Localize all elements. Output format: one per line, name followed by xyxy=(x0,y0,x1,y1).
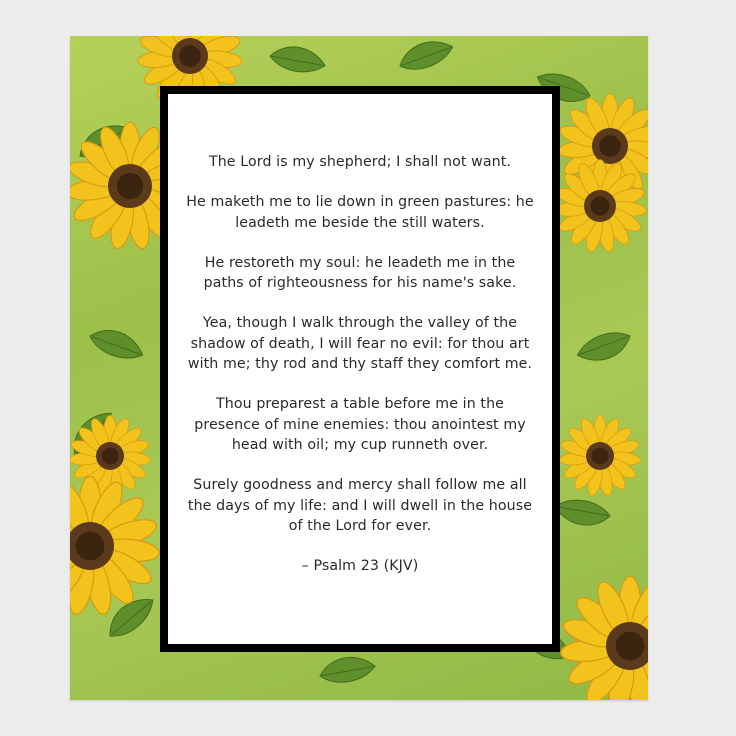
verse-frame xyxy=(160,86,560,652)
verse-card xyxy=(168,94,552,644)
poster xyxy=(70,36,648,700)
citation: – Psalm 23 (KJV) xyxy=(301,558,419,575)
verse-5: Thou preparest a table before me in the presence of mine enemies: thou anointest my head with oil; my cup runneth over. xyxy=(194,396,526,453)
verse-4: Yea, though I walk through the valley of the shadow of death, I will fear no evil: for thou art with me; thy rod and thy staff they comfort me. xyxy=(187,315,533,373)
verse-3: He restoreth my soul: he leadeth me in the paths of righteousness for his name's sake. xyxy=(203,254,517,292)
verse-1: The Lord is my shepherd; I shall not want. xyxy=(208,154,512,170)
verse-2: He maketh me to lie down in green pastures: he leadeth me beside the still waters. xyxy=(186,194,534,231)
verse-6: Surely goodness and mercy shall follow me all the days of my life: and I will dwell in the house of the Lord for ever. xyxy=(187,477,533,534)
